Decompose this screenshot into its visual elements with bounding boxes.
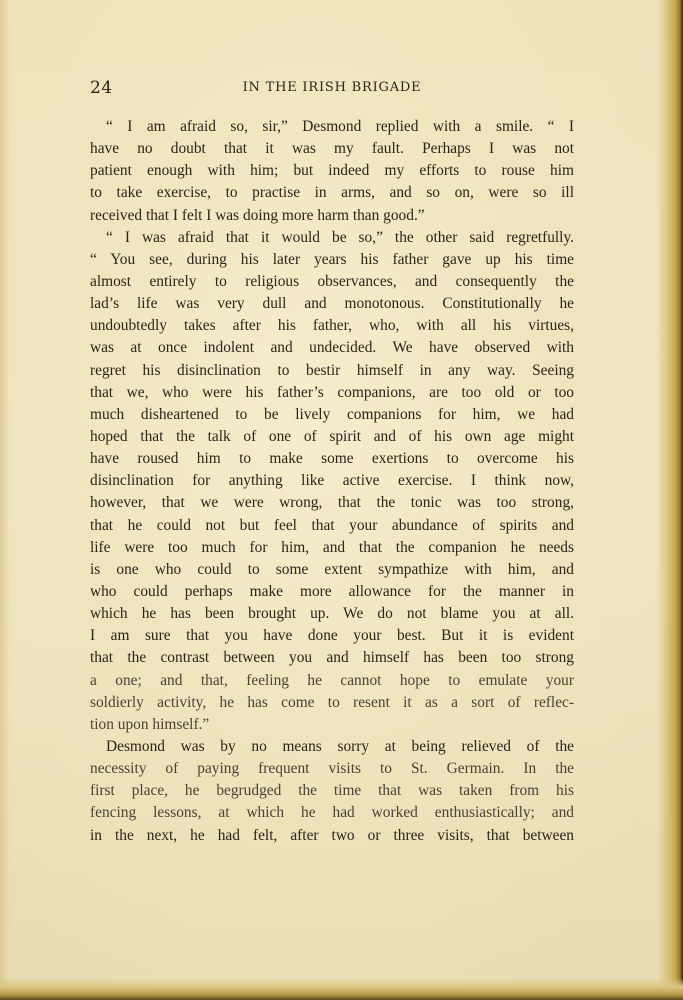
text-line: undoubtedly takes after his father, who, with all his virtues,	[90, 317, 574, 335]
text-line: “ I am afraid so, sir,” Desmond replied with a smile. “ I	[106, 118, 574, 135]
text-line: life were too much for him, and that the companion he needs	[90, 538, 574, 556]
text-line: who could perhaps make more allowance for the manner in	[90, 582, 574, 600]
text-line: is one who could to some extent sympathize with him, and	[90, 560, 574, 578]
body-text	[90, 116, 574, 847]
text-line: received that I felt I was doing more harm than good.”	[90, 206, 425, 224]
text-line: “ I was afraid that it would be so,” the other said regretfully.	[106, 228, 574, 246]
text-line: disinclination for anything like active exercise. I think now,	[90, 472, 574, 490]
text-line: “ You see, during his later years his father gave up his time	[90, 250, 574, 268]
page-header	[90, 78, 574, 100]
text-line: fencing lessons, at which he had worked enthusiastically; and	[90, 804, 574, 822]
text-line: was at once indolent and undecided. We have observed with	[90, 339, 574, 357]
page-left-edge-shadow	[0, 0, 10, 1000]
text-line: first place, he begrudged the time that was taken from his	[90, 782, 574, 800]
text-line: necessity of paying frequent visits to St. Germain. In the	[90, 760, 574, 778]
text-line: have no doubt that it was my fault. Perhaps I was not	[90, 140, 574, 158]
text-line: I am sure that you have done your best. But it is evident	[90, 627, 574, 645]
text-line: that he could not but feel that your abundance of spirits and	[90, 516, 574, 534]
running-head: IN THE IRISH BRIGADE	[242, 80, 422, 95]
text-line: tion upon himself.”	[90, 715, 210, 733]
text-line: almost entirely to religious observances, and consequently the	[90, 272, 574, 290]
page-bottom-edge-shadow	[0, 978, 683, 1000]
text-line: soldierly activity, he has come to resent it as a sort of reflec-	[90, 693, 574, 711]
text-line: patient enough with him; but indeed my efforts to rouse him	[90, 162, 574, 180]
text-line: have roused him to make some exertions to overcome his	[90, 450, 574, 468]
text-line: which he has been brought up. We do not blame you at all.	[90, 605, 574, 623]
text-line: to take exercise, to practise in arms, and so on, were so ill	[90, 184, 574, 202]
text-line: that the contrast between you and himself has been too strong	[90, 649, 574, 667]
text-line: hoped that the talk of one of spirit and of his own age might	[90, 427, 574, 445]
text-line: lad’s life was very dull and monotonous. Constitutionally he	[90, 295, 574, 313]
text-line: a one; and that, feeling he cannot hope to emulate your	[90, 671, 574, 689]
text-line: that we, who were his father’s companions, are too old or too	[90, 383, 574, 401]
page-number: 24	[90, 78, 113, 98]
text-line: much disheartened to be lively companions for him, we had	[90, 405, 574, 423]
text-line: in the next, he had felt, after two or three visits, that between	[90, 826, 574, 844]
text-line: Desmond was by no means sorry at being relieved of the	[106, 737, 574, 755]
text-line: regret his disinclination to bestir himself in any way. Seeing	[90, 361, 574, 379]
text-line: however, that we were wrong, that the tonic was too strong,	[90, 494, 574, 512]
page-right-edge-shadow	[657, 0, 683, 1000]
